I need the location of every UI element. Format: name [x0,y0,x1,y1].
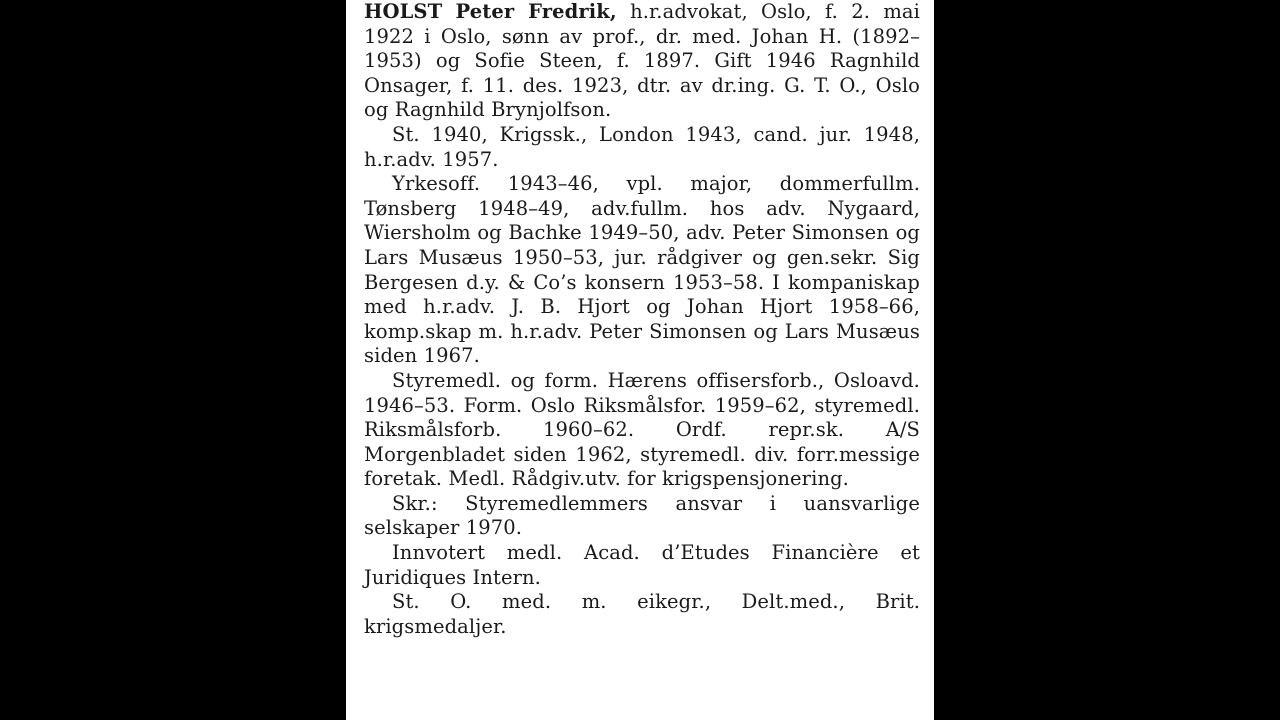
decorations-paragraph: St. O. med. m. eikegr., Delt.med., Brit. krigsmedaljer. [364,590,920,638]
career-paragraph: Yrkesoff. 1943–46, vpl. major, dommerfullm. Tønsberg 1948–49, adv.fullm. hos adv. Nygaard, Wiersholm og Bachke 1949–50, adv. Peter Simonsen og Lars Musæus 1950–53, jur. rådgiver og gen.sekr. Sig Bergesen d.y. & Co’s konsern 1953–58. I kompaniskap med h.r.adv. J. B. Hjort og Johan Hjort 1958–66, komp.skap m. h.r.adv. Peter Simonsen og Lars Musæus siden 1967. [364,172,920,368]
writings-paragraph: Skr.: Styremedlemmers ansvar i uansvarlige selskaper 1970. [364,491,920,540]
entry-heading-paragraph [364,0,920,123]
positions-paragraph: Styremedl. og form. Hærens offisersforb., Osloavd. 1946–53. Form. Oslo Riksmålsfor. 1959–62, styremedl. Riksmålsforb. 1960–62. Ordf. repr.sk. A/S Morgenbladet siden 1962, styremedl. div. forr.messige foretak. Medl. Rådgiv.utv. for krigspensjonering. [364,368,920,491]
document-page [346,0,934,720]
entry-surname: HOLST [364,0,443,23]
education-paragraph: St. 1940, Krigssk., London 1943, cand. jur. 1948, h.r.adv. 1957. [364,122,920,171]
biography-entry [364,0,920,639]
entry-intro-text: h.r.advokat, Oslo, f. 2. mai 1922 i Oslo, sønn av prof., dr. med. Johan H. (1892–1953) og Sofie Steen, f. 1897. Gift 1946 Ragnhild Onsager, f. 11. des. 1923, dtr. av dr.ing. G. T. O., Oslo og Ragnhild Brynjolfson. [364,0,920,122]
entry-given-names: Peter Fredrik, [455,0,617,23]
membership-paragraph: Innvotert medl. Acad. d’Etudes Financière et Juridiques Intern. [364,541,920,589]
